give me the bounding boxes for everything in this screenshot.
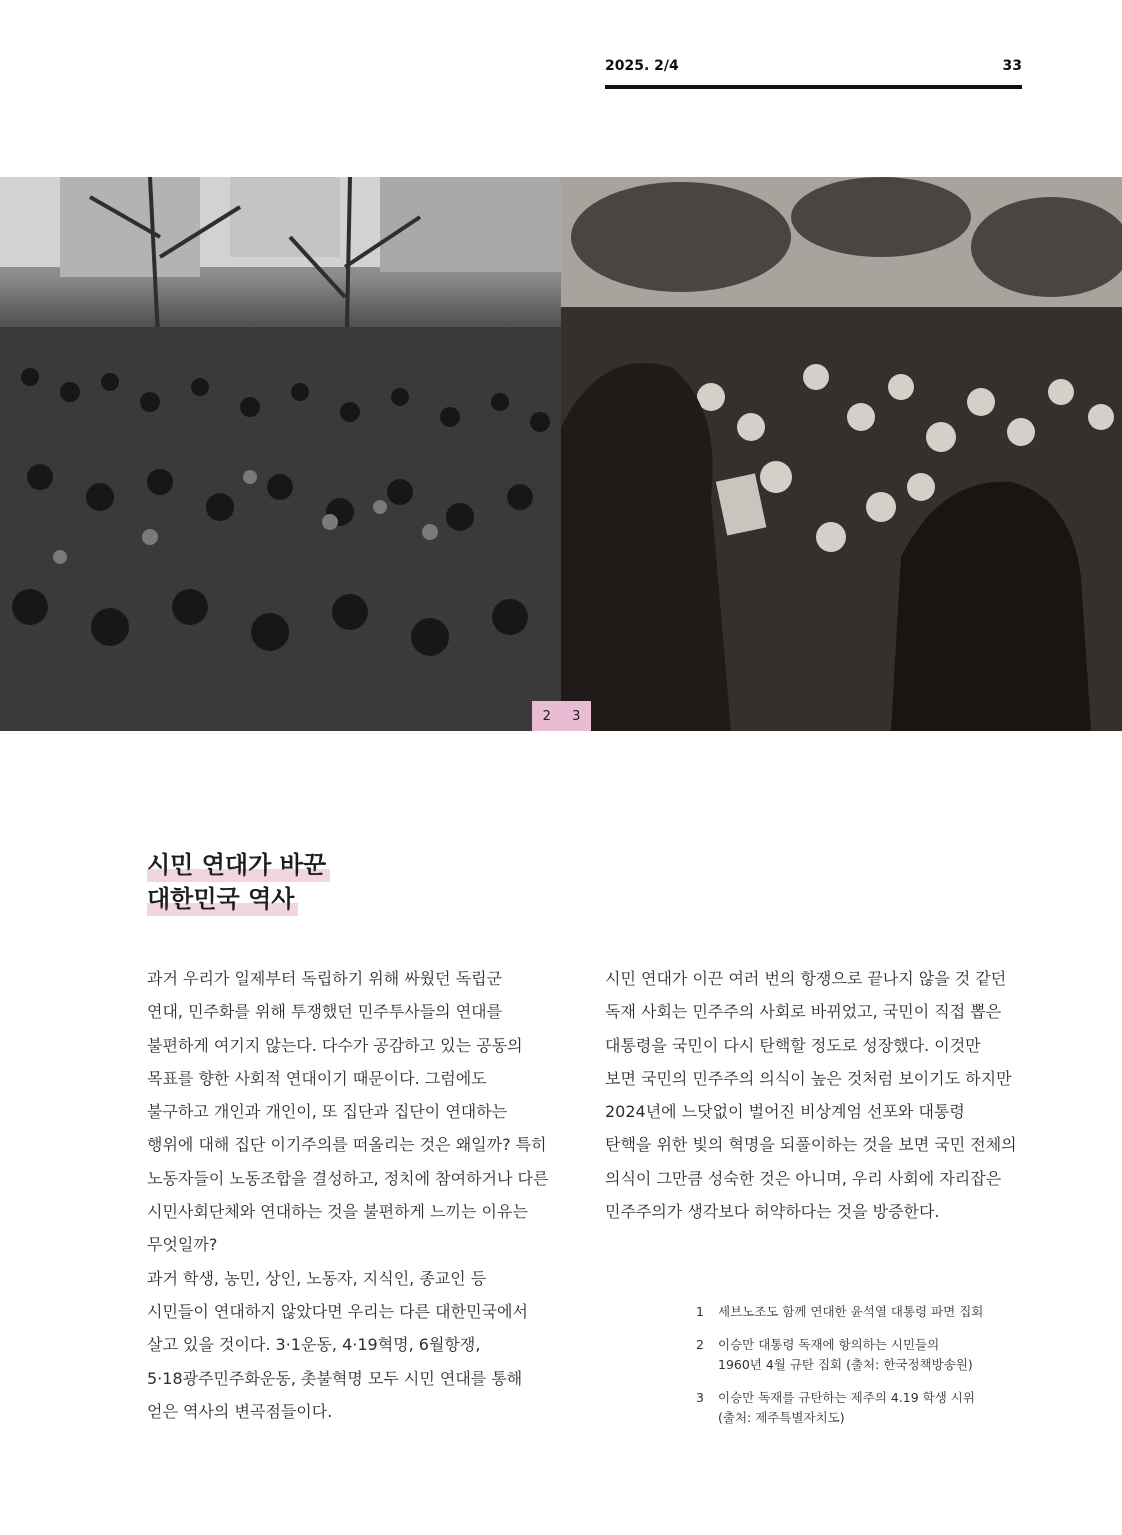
body-line: 시민사회단체와 연대하는 것을 불편하게 느끼는 이유는 xyxy=(147,1202,528,1222)
caption-text xyxy=(718,1302,983,1322)
caption-text xyxy=(718,1335,973,1375)
photo-number-3: 3 xyxy=(572,708,581,724)
body-line: 무엇일까? xyxy=(147,1235,218,1255)
body-line: 2024년에 느닷없이 벌어진 비상계엄 선포와 대통령 xyxy=(605,1102,965,1122)
photo-jeju-student-protest xyxy=(561,177,1122,731)
photo-1960-rally xyxy=(0,177,561,731)
page-header xyxy=(605,58,1022,89)
body-line: 독재 사회는 민주주의 사회로 바뀌었고, 국민이 직접 뽑은 xyxy=(605,1002,1002,1022)
caption-line: 1960년 4월 규탄 집회 (출처: 한국정책방송원) xyxy=(718,1357,973,1372)
body-line: 5·18광주민주화운동, 촛불혁명 모두 시민 연대를 통해 xyxy=(147,1368,523,1388)
body-line: 시민들이 연대하지 않았다면 우리는 다른 대한민국에서 xyxy=(147,1301,528,1321)
photo-number-tag xyxy=(532,701,591,731)
body-line: 과거 우리가 일제부터 독립하기 위해 싸웠던 독립군 xyxy=(147,969,503,988)
caption-line: 이승만 대통령 독재에 항의하는 시민들의 xyxy=(718,1337,940,1352)
body-line: 과거 학생, 농민, 상인, 노동자, 지식인, 종교인 등 xyxy=(147,1268,487,1288)
body-line: 민주주의가 생각보다 허약하다는 것을 방증한다. xyxy=(605,1202,940,1222)
body-line: 목표를 향한 사회적 연대이기 때문이다. 그럼에도 xyxy=(147,1068,487,1088)
protest-illustration xyxy=(561,177,1122,731)
caption-number: 3 xyxy=(696,1390,704,1405)
body-line: 연대, 민주화를 위해 투쟁했던 민주투사들의 연대를 xyxy=(147,1002,503,1022)
header-row xyxy=(605,58,1022,74)
photo-captions xyxy=(696,1302,1026,1441)
body-line: 불구하고 개인과 개인이, 또 집단과 집단이 연대하는 xyxy=(147,1102,508,1122)
caption-text xyxy=(718,1388,975,1428)
caption-line: (출처: 제주특별자치도) xyxy=(718,1410,845,1425)
body-right-column xyxy=(605,962,1035,1228)
body-line: 살고 있을 것이다. 3·1운동, 4·19혁명, 6월항쟁, xyxy=(147,1335,481,1355)
caption-line: 세브노조도 함께 연대한 윤석열 대통령 파면 집회 xyxy=(718,1304,984,1319)
photo-number-2: 2 xyxy=(542,708,551,724)
body-line: 시민 연대가 이끈 여러 번의 항쟁으로 끝나지 않을 것 같던 xyxy=(605,969,1007,988)
body-line: 탄핵을 위한 빛의 혁명을 되풀이하는 것을 보면 국민 전체의 xyxy=(605,1135,1017,1155)
caption-3 xyxy=(696,1388,1026,1428)
body-line: 의식이 그만큼 성숙한 것은 아니며, 우리 사회에 자리잡은 xyxy=(605,1168,1002,1188)
body-left-column xyxy=(147,962,567,1428)
title-line-1: 시민 연대가 바꾼 xyxy=(147,848,330,882)
body-line: 얻은 역사의 변곡점들이다. xyxy=(147,1401,333,1421)
header-rule xyxy=(605,85,1022,89)
body-line: 불편하게 여기지 않는다. 다수가 공감하고 있는 공동의 xyxy=(147,1035,523,1055)
issue-date: 2025. 2/4 xyxy=(605,58,679,74)
caption-1 xyxy=(696,1302,1026,1322)
caption-number: 2 xyxy=(696,1337,704,1352)
photo-strip xyxy=(0,177,1122,731)
caption-number: 1 xyxy=(696,1304,704,1319)
body-line: 노동자들이 노동조합을 결성하고, 정치에 참여하거나 다른 xyxy=(147,1168,549,1188)
crowd-illustration xyxy=(0,177,561,731)
body-line: 보면 국민의 민주주의 의식이 높은 것처럼 보이기도 하지만 xyxy=(605,1068,1012,1088)
body-line: 대통령을 국민이 다시 탄핵할 정도로 성장했다. 이것만 xyxy=(605,1035,981,1055)
caption-2 xyxy=(696,1335,1026,1375)
caption-line: 이승만 독재를 규탄하는 제주의 4.19 학생 시위 xyxy=(718,1390,975,1405)
body-line: 행위에 대해 집단 이기주의를 떠올리는 것은 왜일까? 특히 xyxy=(147,1135,547,1155)
title-line-2: 대한민국 역사 xyxy=(147,882,298,916)
page-number: 33 xyxy=(1002,58,1022,74)
section-title xyxy=(147,848,330,916)
